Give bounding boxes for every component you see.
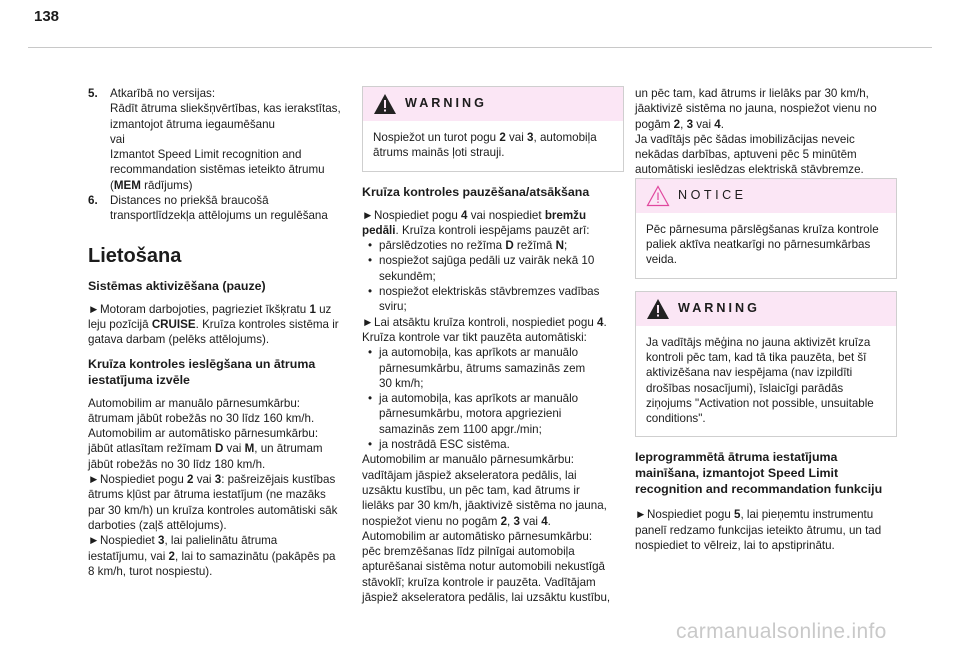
paragraph-resume: ►Lai atsāktu kruīza kontroli, nospiediet pogu 4. Kruīza kontrole var tikt pauzēta automātiski: bbox=[362, 315, 607, 344]
list-item: • ja automobiļa, kas aprīkots ar manuālo pārnesumkārbu, motora apgriezieni samazinās zem 1100 apgr./min; bbox=[368, 392, 579, 436]
column-2 bbox=[362, 86, 624, 605]
list-item: • nospiežot elektriskās stāvbremzes vadības sviru; bbox=[368, 285, 600, 314]
list-item: • ja automobiļa, kas aprīkots ar manuālo pārnesumkārbu, ātrums samazinās zem 30 km/h; bbox=[368, 346, 586, 390]
page-number: 138 bbox=[34, 8, 60, 25]
paragraph-continued: un pēc tam, kad ātrums ir lielāks par 30 km/h, jāaktivizē sistēma no jauna, nospiežot vienu no pogām 2, 3 vai 4. Ja vadītājs pēc šādas imobilizācijas neveic nekādas darbības, aptuveni pēc 5 minūtēm automātiski ieslēdzas elektriskā stāvbremze. bbox=[635, 87, 877, 177]
notice-box-header bbox=[636, 179, 896, 213]
paragraph-speed-limit: ►Nospiediet pogu 5, lai pieņemtu instrumentu panelī redzamo funkcijas ieteikto ātrumu, un tad nospiediet to vēlreiz, lai to apstiprinātu. bbox=[635, 508, 882, 553]
warning-box-header bbox=[363, 87, 623, 121]
list-item: • ja nostrādā ESC sistēma. bbox=[368, 438, 510, 452]
section-heading: Lietošana bbox=[88, 244, 182, 267]
warning-triangle-icon bbox=[373, 93, 397, 115]
notice-title: NOTICE bbox=[678, 188, 747, 203]
list-item: • pārslēdzoties no režīma D režīmā N; bbox=[368, 239, 568, 253]
paragraph-enable: Automobilim ar manuālo pārnesumkārbu: ātrumam jābūt robežās no 30 līdz 160 km/h. Automobilim ar automātisko pārnesumkārbu: jābūt atlasītam režīmam D vai M, un ātrumam jābūt robežās no 30 līdz 180 km/h. ►Nospiediet pogu 2 vai 3: pašreizējais kustības ātrums kļūst par ātruma iestatījum (ne mazāks par 30 km/h) un kruīza kontroles automātiski sāk darboties (zaļš attēlojums). ►Nospiediet 3, lai palielinātu ātruma iestatījumu, vai 2, lai to samazinātu (pakāpēs pa 8 km/h, turot nospiestu). bbox=[88, 396, 338, 578]
subheading-activation: Sistēmas aktivizēšana (pauze) bbox=[88, 278, 266, 293]
watermark: carmanualsonline.info bbox=[676, 620, 887, 643]
notice-text: Pēc pārnesuma pārslēgšanas kruīza kontrole paliek aktīva neatkarīgi no pārnesumkārbas veida. bbox=[646, 222, 879, 267]
paragraph-pause: ►Nospiediet pogu 4 vai nospiediet bremžu pedāli. Kruīza kontroli iespējams pauzēt arī: bbox=[362, 208, 590, 237]
subheading-pause: Kruīza kontroles pauzēšana/atsākšana bbox=[362, 184, 590, 199]
notice-triangle-icon bbox=[646, 185, 670, 207]
warning-text: Ja vadītājs mēģina no jauna aktivizēt kruīza kontroli pēc tam, kad tā tika pauzēta, bet šī aktivizēšana nav iespējama (nav izpildīti drošības nosacījumi), īslaicīgi parādās ziņojums "Activation not possible, unsuitable conditions". bbox=[646, 335, 874, 426]
top-rule bbox=[28, 47, 932, 48]
warning-triangle-icon bbox=[646, 298, 670, 320]
list-item-5: 5. Atkarībā no versijas: Rādīt ātruma sliekšņvērtības, kas ierakstītas, izmantojot ātruma iegaumēšanu vai Izmantot Speed Limit recognition and recommandation sistēmas ieteikto ātrumu (MEM rādījums) bbox=[88, 87, 341, 192]
warning-box-1 bbox=[362, 86, 624, 172]
notice-box bbox=[635, 178, 897, 279]
bullet-list-auto bbox=[362, 345, 624, 452]
paragraph-activation: ►Motoram darbojoties, pagrieziet īkšķratu 1 uz leju pozīcijā CRUISE. Kruīza kontroles sistēma ir gatava darbam (pelēks attēlojums). bbox=[88, 302, 339, 347]
list-item: • nospiežot sajūga pedāli uz vairāk nekā 10 sekundēm; bbox=[368, 254, 595, 283]
warning-text: Nospiežot un turot pogu 2 vai 3, automobiļa ātrums mainās ļoti strauji. bbox=[373, 131, 597, 160]
subheading-speed-limit: Ieprogrammētā ātruma iestatījuma mainīšana, izmantojot Speed Limit recognition and recommandation funkciju bbox=[635, 450, 883, 497]
column-1 bbox=[88, 86, 350, 579]
warning-title: WARNING bbox=[405, 96, 487, 111]
list-item-6: 6. Distances no priekšā braucošā transportlīdzekļa attēlojums un regulēšana bbox=[88, 194, 328, 223]
warning-box-2 bbox=[635, 291, 897, 438]
warning-box-header bbox=[636, 292, 896, 326]
paragraph-restart: Automobilim ar manuālo pārnesumkārbu: vadītājam jāspiež akseleratora pedālis, lai uzsāktu kustību, un pēc tam, kad ātrums ir lielāks par 30 km/h, jāaktivizē sistēma no jauna, nospiežot vienu no pogām 2, 3 vai 4. Automobilim ar automātisko pārnesumkārbu: pēc bremzēšanas līdz pilnīgai automobiļa apturēšanai sistēma notur automobili nekustīgā stāvoklī; kruīza kontrole ir pauzēta. Vadītājam jāspiež akseleratora pedālis, lai uzsāktu kustību, bbox=[362, 453, 611, 605]
warning-title: WARNING bbox=[678, 301, 760, 316]
subheading-enable: Kruīza kontroles ieslēgšana un ātruma iestatījuma izvēle bbox=[88, 356, 316, 387]
column-3 bbox=[635, 86, 897, 553]
bullet-list-pause bbox=[362, 238, 624, 314]
